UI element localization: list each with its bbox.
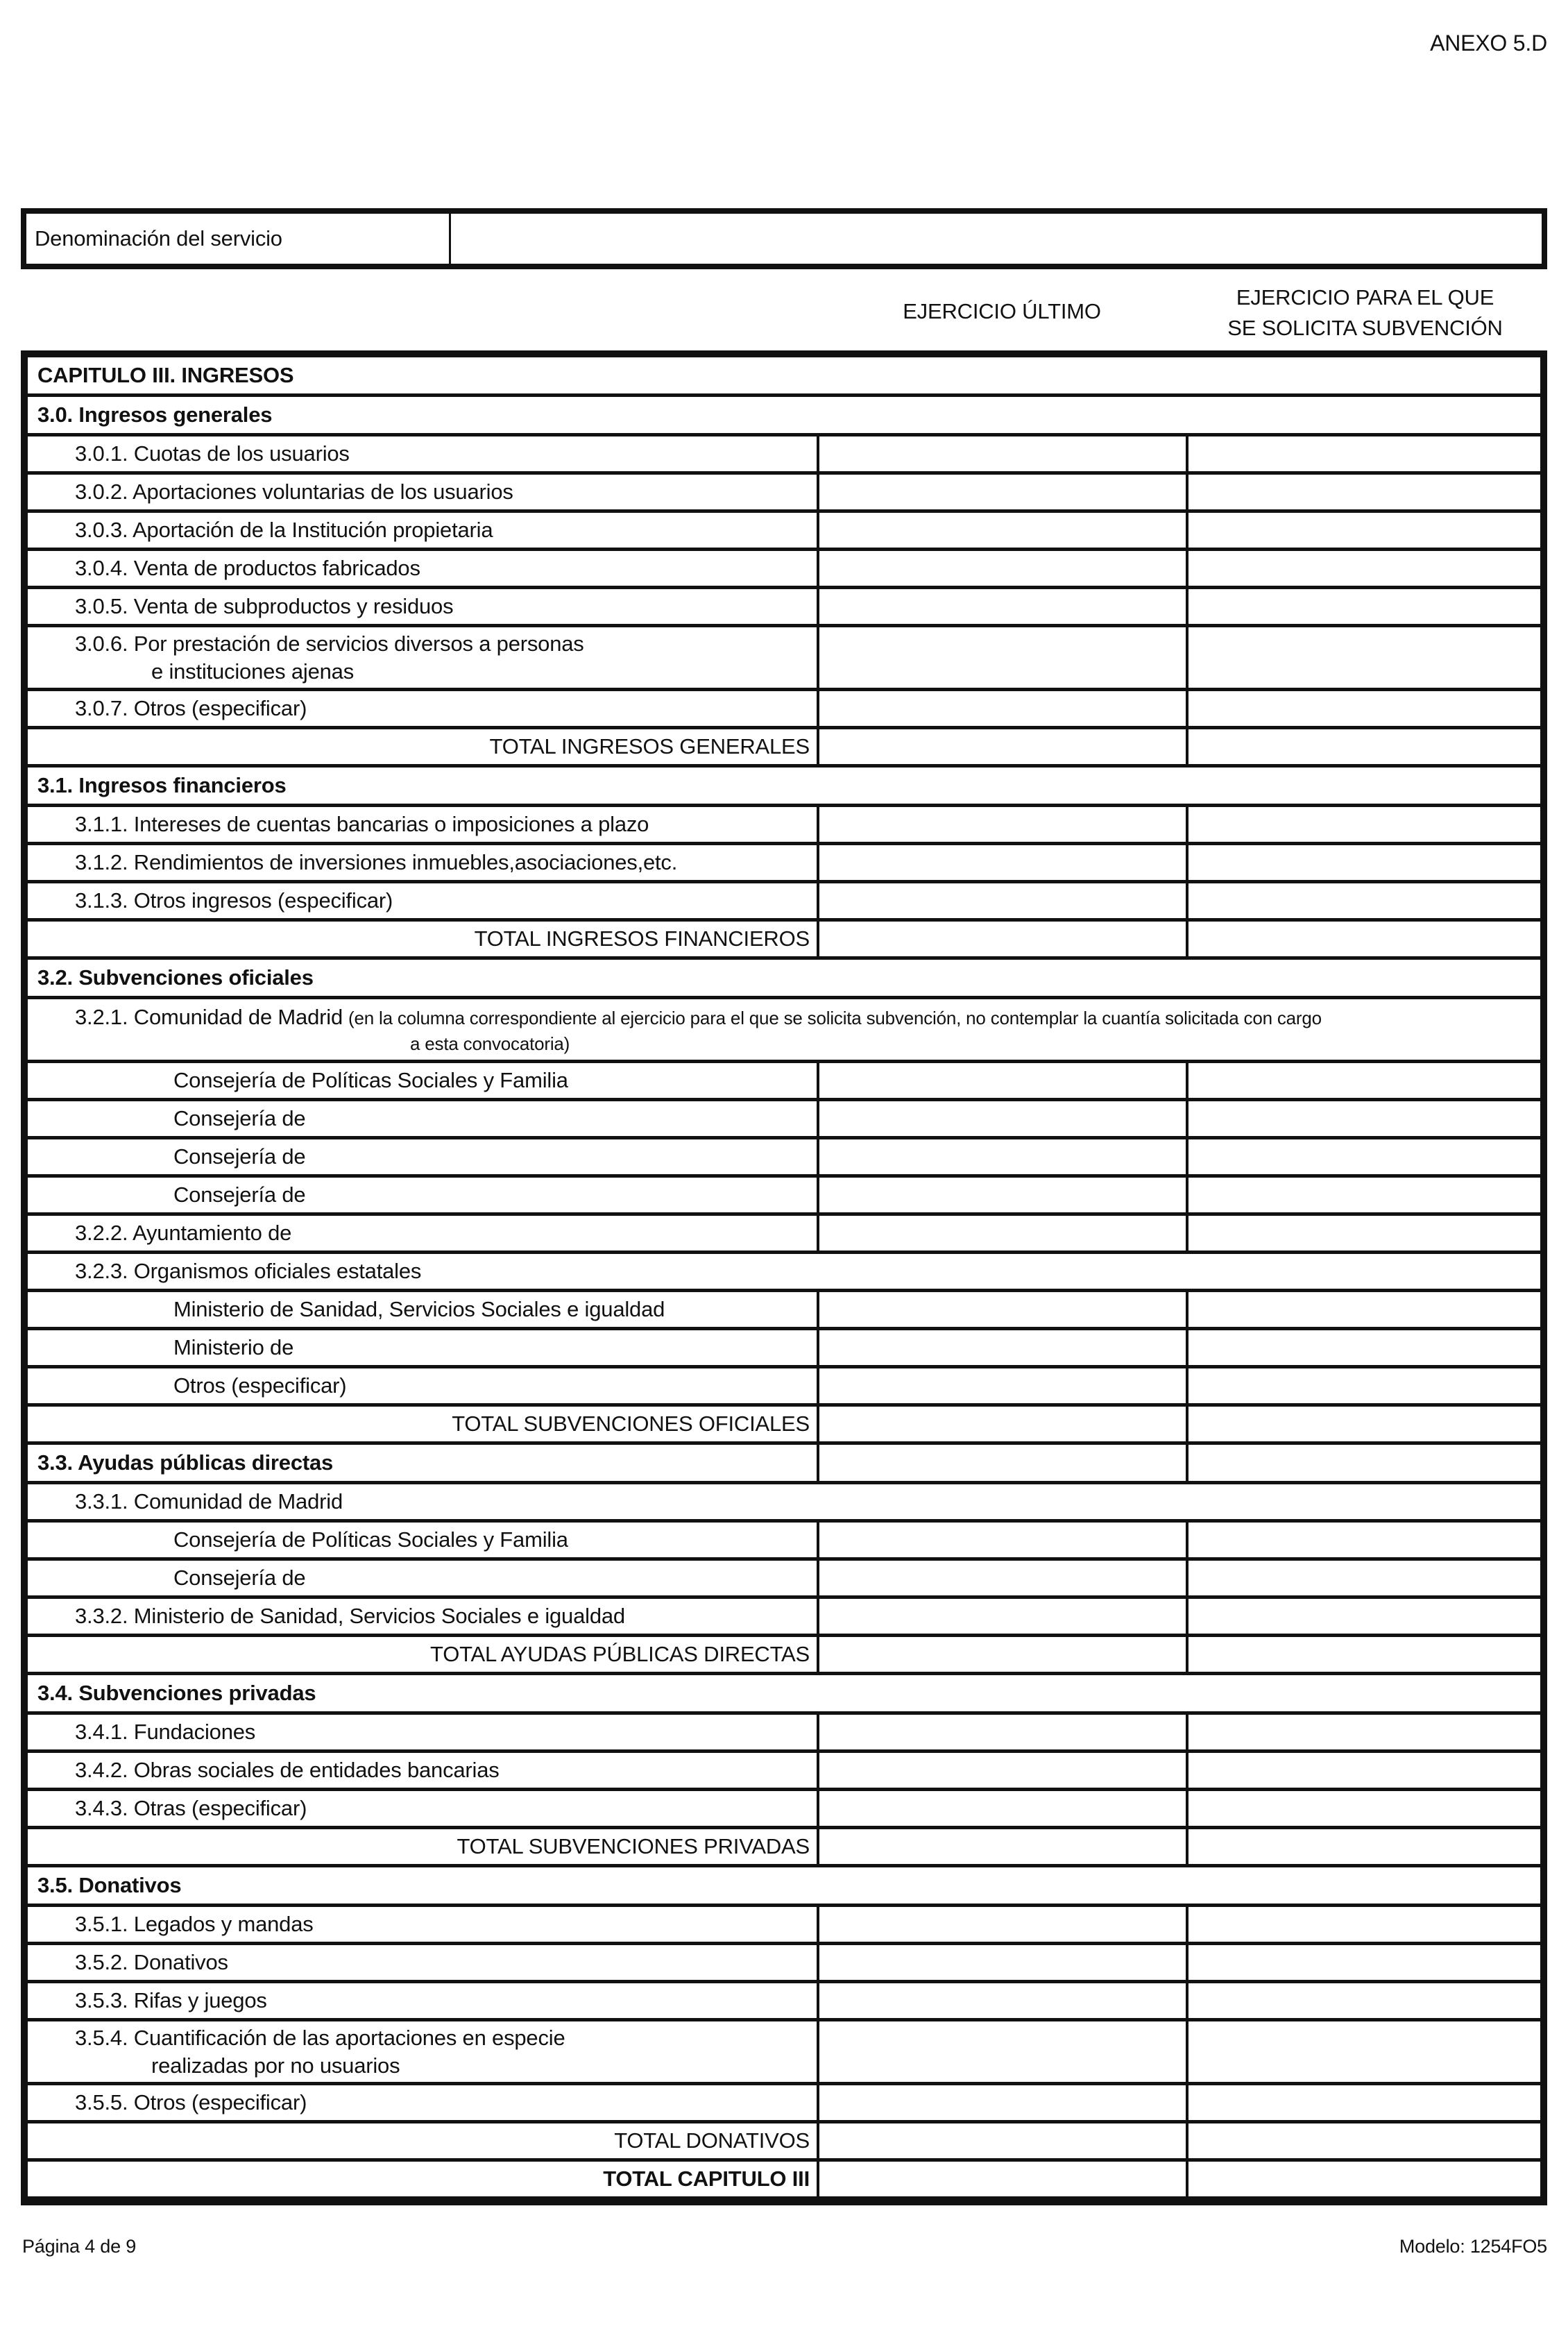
value-cell-ejercicio-ultimo[interactable] xyxy=(817,551,1186,586)
table-row xyxy=(28,842,1540,880)
value-cell-ejercicio-subvencion[interactable] xyxy=(1186,1063,1540,1098)
row-label xyxy=(28,1983,817,2018)
table-row xyxy=(28,1864,1540,1904)
row-label xyxy=(28,2021,817,2082)
value-cell-ejercicio-subvencion[interactable] xyxy=(1186,1445,1540,1481)
table-row xyxy=(28,1595,1540,1634)
value-cell-ejercicio-ultimo[interactable] xyxy=(817,1599,1186,1634)
row-label-text: 3.4.2. Obras sociales de entidades bancarias xyxy=(75,1758,500,1782)
value-cell-ejercicio-subvencion[interactable] xyxy=(1186,627,1540,688)
row-label-text: 3.0.7. Otros (especificar) xyxy=(75,696,307,720)
row-label-text: Ministerio de Sanidad, Servicios Sociales e igualdad xyxy=(173,1297,665,1321)
value-cell-ejercicio-ultimo[interactable] xyxy=(817,1829,1186,1864)
column-header-ejercicio-ultimo: EJERCICIO ÚLTIMO xyxy=(903,299,1101,323)
row-label xyxy=(28,1178,817,1212)
table-row xyxy=(28,956,1540,996)
row-label-text: Consejería de Políticas Sociales y Familia xyxy=(173,1068,568,1092)
table-row xyxy=(28,1136,1540,1174)
table-row xyxy=(28,726,1540,764)
value-cell-ejercicio-subvencion[interactable] xyxy=(1186,1561,1540,1595)
value-cell-ejercicio-subvencion[interactable] xyxy=(1186,1983,1540,2018)
value-cell-ejercicio-ultimo[interactable] xyxy=(817,883,1186,918)
value-cell-ejercicio-subvencion[interactable] xyxy=(1186,1637,1540,1672)
table-row xyxy=(28,1980,1540,2018)
value-cell-ejercicio-subvencion[interactable] xyxy=(1186,1753,1540,1788)
row-label-text: 3.5.3. Rifas y juegos xyxy=(75,1988,267,2012)
row-label xyxy=(28,1829,817,1864)
row-label-text: 3.0.4. Venta de productos fabricados xyxy=(75,556,420,580)
row-label-text: 3.3.2. Ministerio de Sanidad, Servicios Sociales e igualdad xyxy=(75,1604,625,1628)
value-cell-ejercicio-ultimo[interactable] xyxy=(817,1523,1186,1557)
value-cell-ejercicio-subvencion[interactable] xyxy=(1186,2123,1540,2158)
value-cell-ejercicio-subvencion[interactable] xyxy=(1186,475,1540,509)
value-cell-ejercicio-subvencion[interactable] xyxy=(1186,845,1540,880)
service-name-box xyxy=(21,208,1547,269)
value-cell-ejercicio-subvencion[interactable] xyxy=(1186,1368,1540,1403)
row-label xyxy=(28,436,817,471)
row-label-text: 3.0. Ingresos generales xyxy=(37,402,273,427)
row-label xyxy=(28,1063,817,1098)
table-row xyxy=(28,1212,1540,1250)
value-cell-ejercicio-subvencion[interactable] xyxy=(1186,807,1540,842)
row-label-text: 3.5.2. Donativos xyxy=(75,1950,228,1974)
value-cell-ejercicio-ultimo[interactable] xyxy=(817,1561,1186,1595)
row-label xyxy=(28,999,1540,1060)
row-label xyxy=(28,627,817,688)
value-cell-ejercicio-ultimo[interactable] xyxy=(817,1330,1186,1365)
row-label-text: 3.2.2. Ayuntamiento de xyxy=(75,1221,292,1245)
table-row xyxy=(28,2158,1540,2196)
value-cell-ejercicio-ultimo[interactable] xyxy=(817,1407,1186,1441)
row-label-text: TOTAL INGRESOS GENERALES xyxy=(489,734,810,758)
table-row xyxy=(28,1788,1540,1826)
row-label-text: 3.4. Subvenciones privadas xyxy=(37,1681,316,1705)
row-note-text: (en la columna correspondiente al ejercicio para el que se solicita subvención, no contemplar la cuantía solicitada con cargo xyxy=(348,1008,1322,1028)
row-label xyxy=(28,589,817,624)
value-cell-ejercicio-ultimo[interactable] xyxy=(817,2021,1186,2082)
table-row xyxy=(28,1634,1540,1672)
row-label-text: Consejería de xyxy=(173,1106,306,1130)
row-label xyxy=(28,513,817,548)
table-row xyxy=(28,996,1540,1060)
table-row xyxy=(28,624,1540,688)
row-label-text: 3.5. Donativos xyxy=(37,1873,182,1897)
page-number: Página 4 de 9 xyxy=(22,2236,137,2257)
row-label xyxy=(28,1637,817,1672)
value-cell-ejercicio-ultimo[interactable] xyxy=(817,1368,1186,1403)
service-name-input[interactable] xyxy=(451,214,1542,264)
value-cell-ejercicio-ultimo[interactable] xyxy=(817,1791,1186,1826)
table-row xyxy=(28,548,1540,586)
row-label xyxy=(28,1101,817,1136)
column-header-line1: EJERCICIO PARA EL QUE xyxy=(1236,285,1494,310)
row-label xyxy=(28,1368,817,1403)
row-label xyxy=(28,807,817,842)
value-cell-ejercicio-subvencion[interactable] xyxy=(1186,1523,1540,1557)
row-label-text: 3.2.3. Organismos oficiales estatales xyxy=(75,1259,422,1283)
row-label xyxy=(28,960,1540,996)
table-row xyxy=(28,357,1540,393)
table-row xyxy=(28,586,1540,624)
row-label xyxy=(28,551,817,586)
table-row xyxy=(28,1060,1540,1098)
value-cell-ejercicio-ultimo[interactable] xyxy=(817,2085,1186,2120)
row-label xyxy=(28,922,817,956)
table-row xyxy=(28,880,1540,918)
value-cell-ejercicio-subvencion[interactable] xyxy=(1186,551,1540,586)
table-row xyxy=(28,433,1540,471)
table-row xyxy=(28,1519,1540,1557)
value-cell-ejercicio-ultimo[interactable] xyxy=(817,729,1186,764)
table-row xyxy=(28,1481,1540,1519)
row-label-text: 3.5.4. Cuantificación de las aportaciones en especie xyxy=(75,2025,565,2050)
value-cell-ejercicio-subvencion[interactable] xyxy=(1186,1407,1540,1441)
value-cell-ejercicio-ultimo[interactable] xyxy=(817,1637,1186,1672)
value-cell-ejercicio-subvencion[interactable] xyxy=(1186,1178,1540,1212)
row-label-text: TOTAL AYUDAS PÚBLICAS DIRECTAS xyxy=(430,1642,810,1666)
table-row xyxy=(28,1174,1540,1212)
value-cell-ejercicio-subvencion[interactable] xyxy=(1186,436,1540,471)
table-row xyxy=(28,1250,1540,1289)
table-row xyxy=(28,471,1540,509)
table-row xyxy=(28,764,1540,804)
value-cell-ejercicio-ultimo[interactable] xyxy=(817,1216,1186,1250)
value-cell-ejercicio-subvencion[interactable] xyxy=(1186,1139,1540,1174)
row-label xyxy=(28,691,817,726)
value-cell-ejercicio-subvencion[interactable] xyxy=(1186,1330,1540,1365)
row-label xyxy=(28,1867,1540,1904)
row-label-text: Consejería de xyxy=(173,1144,306,1169)
value-cell-ejercicio-ultimo[interactable] xyxy=(817,513,1186,548)
value-cell-ejercicio-subvencion[interactable] xyxy=(1186,1907,1540,1942)
row-label-text: Ministerio de xyxy=(173,1335,294,1359)
value-cell-ejercicio-ultimo[interactable] xyxy=(817,922,1186,956)
value-cell-ejercicio-ultimo[interactable] xyxy=(817,1445,1186,1481)
table-row xyxy=(28,1403,1540,1441)
row-label-text: TOTAL CAPITULO III xyxy=(603,2167,810,2191)
value-cell-ejercicio-ultimo[interactable] xyxy=(817,691,1186,726)
table-row xyxy=(28,1749,1540,1788)
row-label xyxy=(28,1907,817,1942)
row-label xyxy=(28,1292,817,1327)
value-cell-ejercicio-subvencion[interactable] xyxy=(1186,1715,1540,1749)
row-label xyxy=(28,1407,817,1441)
row-label-text: 3.2.1. Comunidad de Madrid xyxy=(75,1005,343,1029)
row-label xyxy=(28,2162,817,2196)
value-cell-ejercicio-subvencion[interactable] xyxy=(1186,1101,1540,1136)
value-cell-ejercicio-subvencion[interactable] xyxy=(1186,2162,1540,2196)
table-row xyxy=(28,1365,1540,1403)
value-cell-ejercicio-subvencion[interactable] xyxy=(1186,1292,1540,1327)
row-label xyxy=(28,475,817,509)
value-cell-ejercicio-subvencion[interactable] xyxy=(1186,1945,1540,1980)
table-row xyxy=(28,804,1540,842)
value-cell-ejercicio-ultimo[interactable] xyxy=(817,627,1186,688)
row-label xyxy=(28,2085,817,2120)
row-label xyxy=(28,1599,817,1634)
row-label xyxy=(28,1484,1540,1519)
table-row xyxy=(28,509,1540,548)
row-label-text: Consejería de xyxy=(173,1566,306,1590)
value-cell-ejercicio-ultimo[interactable] xyxy=(817,436,1186,471)
row-label xyxy=(28,1445,817,1481)
row-label-text: 3.3.1. Comunidad de Madrid xyxy=(75,1489,343,1514)
value-cell-ejercicio-subvencion[interactable] xyxy=(1186,1599,1540,1634)
row-label xyxy=(28,768,1540,804)
row-label-text: TOTAL INGRESOS FINANCIEROS xyxy=(474,926,810,951)
table-row xyxy=(28,1672,1540,1711)
row-label-text: TOTAL SUBVENCIONES OFICIALES xyxy=(452,1411,810,1436)
value-cell-ejercicio-ultimo[interactable] xyxy=(817,1292,1186,1327)
row-label-text: Otros (especificar) xyxy=(173,1373,347,1398)
value-cell-ejercicio-ultimo[interactable] xyxy=(817,2162,1186,2196)
value-cell-ejercicio-ultimo[interactable] xyxy=(817,845,1186,880)
row-label-text: TOTAL DONATIVOS xyxy=(614,2128,810,2153)
table-row xyxy=(28,1904,1540,1942)
row-label xyxy=(28,729,817,764)
row-note-line2: a esta convocatoria) xyxy=(410,1033,570,1054)
value-cell-ejercicio-ultimo[interactable] xyxy=(817,1139,1186,1174)
annex-label: ANEXO 5.D xyxy=(1430,31,1547,56)
value-cell-ejercicio-subvencion[interactable] xyxy=(1186,691,1540,726)
row-label xyxy=(28,1715,817,1749)
row-label xyxy=(28,2123,817,2158)
table-row xyxy=(28,1441,1540,1481)
row-label xyxy=(28,883,817,918)
row-label-line2: e instituciones ajenas xyxy=(151,659,355,684)
table-row xyxy=(28,1098,1540,1136)
row-label xyxy=(28,1561,817,1595)
row-label xyxy=(28,1330,817,1365)
row-label-text: 3.1.1. Intereses de cuentas bancarias o imposiciones a plazo xyxy=(75,812,649,836)
table-row xyxy=(28,393,1540,433)
row-label xyxy=(28,357,1540,393)
row-label-text: 3.0.3. Aportación de la Institución propietaria xyxy=(75,518,493,542)
value-cell-ejercicio-ultimo[interactable] xyxy=(817,1178,1186,1212)
table-row xyxy=(28,1942,1540,1980)
row-label-text: 3.0.1. Cuotas de los usuarios xyxy=(75,441,350,466)
row-label xyxy=(28,1675,1540,1711)
row-label-text: 3.1.3. Otros ingresos (especificar) xyxy=(75,888,393,913)
table-row xyxy=(28,1557,1540,1595)
column-headers xyxy=(21,280,1547,349)
row-label xyxy=(28,1791,817,1826)
value-cell-ejercicio-subvencion[interactable] xyxy=(1186,1829,1540,1864)
row-label-text: CAPITULO III. INGRESOS xyxy=(37,363,294,387)
row-label-text: 3.1.2. Rendimientos de inversiones inmuebles,asociaciones,etc. xyxy=(75,850,678,874)
value-cell-ejercicio-ultimo[interactable] xyxy=(817,1983,1186,2018)
row-label-text: 3.4.3. Otras (especificar) xyxy=(75,1796,307,1820)
table-row xyxy=(28,2082,1540,2120)
value-cell-ejercicio-subvencion[interactable] xyxy=(1186,729,1540,764)
value-cell-ejercicio-subvencion[interactable] xyxy=(1186,589,1540,624)
value-cell-ejercicio-ultimo[interactable] xyxy=(817,807,1186,842)
value-cell-ejercicio-subvencion[interactable] xyxy=(1186,1216,1540,1250)
value-cell-ejercicio-subvencion[interactable] xyxy=(1186,883,1540,918)
row-label xyxy=(28,1216,817,1250)
value-cell-ejercicio-subvencion[interactable] xyxy=(1186,1791,1540,1826)
model-number: Modelo: 1254FO5 xyxy=(1399,2236,1547,2257)
value-cell-ejercicio-subvencion[interactable] xyxy=(1186,2085,1540,2120)
row-label-text: 3.0.2. Aportaciones voluntarias de los usuarios xyxy=(75,480,513,504)
row-label xyxy=(28,1945,817,1980)
table-row xyxy=(28,1289,1540,1327)
value-cell-ejercicio-subvencion[interactable] xyxy=(1186,922,1540,956)
row-label-text: Consejería de xyxy=(173,1182,306,1207)
row-label-text: 3.5.5. Otros (especificar) xyxy=(75,2090,307,2114)
row-label-text: Consejería de Políticas Sociales y Familia xyxy=(173,1527,568,1552)
row-label xyxy=(28,1139,817,1174)
table-row xyxy=(28,1711,1540,1749)
row-label-text: TOTAL SUBVENCIONES PRIVADAS xyxy=(457,1834,810,1858)
row-label-text: 3.4.1. Fundaciones xyxy=(75,1720,256,1744)
row-label-text: 3.3. Ayudas públicas directas xyxy=(37,1450,334,1475)
value-cell-ejercicio-ultimo[interactable] xyxy=(817,1907,1186,1942)
row-label-text: 3.5.1. Legados y mandas xyxy=(75,1912,314,1936)
row-label-text: 3.2. Subvenciones oficiales xyxy=(37,965,314,990)
value-cell-ejercicio-subvencion[interactable] xyxy=(1186,2021,1540,2082)
table-row xyxy=(28,918,1540,956)
value-cell-ejercicio-ultimo[interactable] xyxy=(817,1101,1186,1136)
row-label-text: 3.0.6. Por prestación de servicios diversos a personas xyxy=(75,631,584,656)
value-cell-ejercicio-ultimo[interactable] xyxy=(817,475,1186,509)
value-cell-ejercicio-subvencion[interactable] xyxy=(1186,513,1540,548)
service-name-label: Denominación del servicio xyxy=(26,214,451,264)
row-label-text: 3.1. Ingresos financieros xyxy=(37,773,287,797)
column-header-line2: SE SOLICITA SUBVENCIÓN xyxy=(1227,316,1503,340)
value-cell-ejercicio-ultimo[interactable] xyxy=(817,1945,1186,1980)
table-row xyxy=(28,2018,1540,2082)
table-row xyxy=(28,2120,1540,2158)
value-cell-ejercicio-ultimo[interactable] xyxy=(817,1063,1186,1098)
value-cell-ejercicio-ultimo[interactable] xyxy=(817,2123,1186,2158)
table-row xyxy=(28,1826,1540,1864)
value-cell-ejercicio-ultimo[interactable] xyxy=(817,1753,1186,1788)
table-row xyxy=(28,1327,1540,1365)
table-row xyxy=(28,688,1540,726)
row-label xyxy=(28,1254,1540,1289)
row-label xyxy=(28,845,817,880)
column-header-ejercicio-subvencion xyxy=(1186,282,1544,344)
row-label-text: 3.0.5. Venta de subproductos y residuos xyxy=(75,594,454,618)
ingresos-table xyxy=(21,350,1547,2205)
value-cell-ejercicio-ultimo[interactable] xyxy=(817,1715,1186,1749)
row-label-line2: realizadas por no usuarios xyxy=(151,2053,400,2078)
value-cell-ejercicio-ultimo[interactable] xyxy=(817,589,1186,624)
row-label xyxy=(28,1753,817,1788)
row-label xyxy=(28,397,1540,433)
row-label xyxy=(28,1523,817,1557)
